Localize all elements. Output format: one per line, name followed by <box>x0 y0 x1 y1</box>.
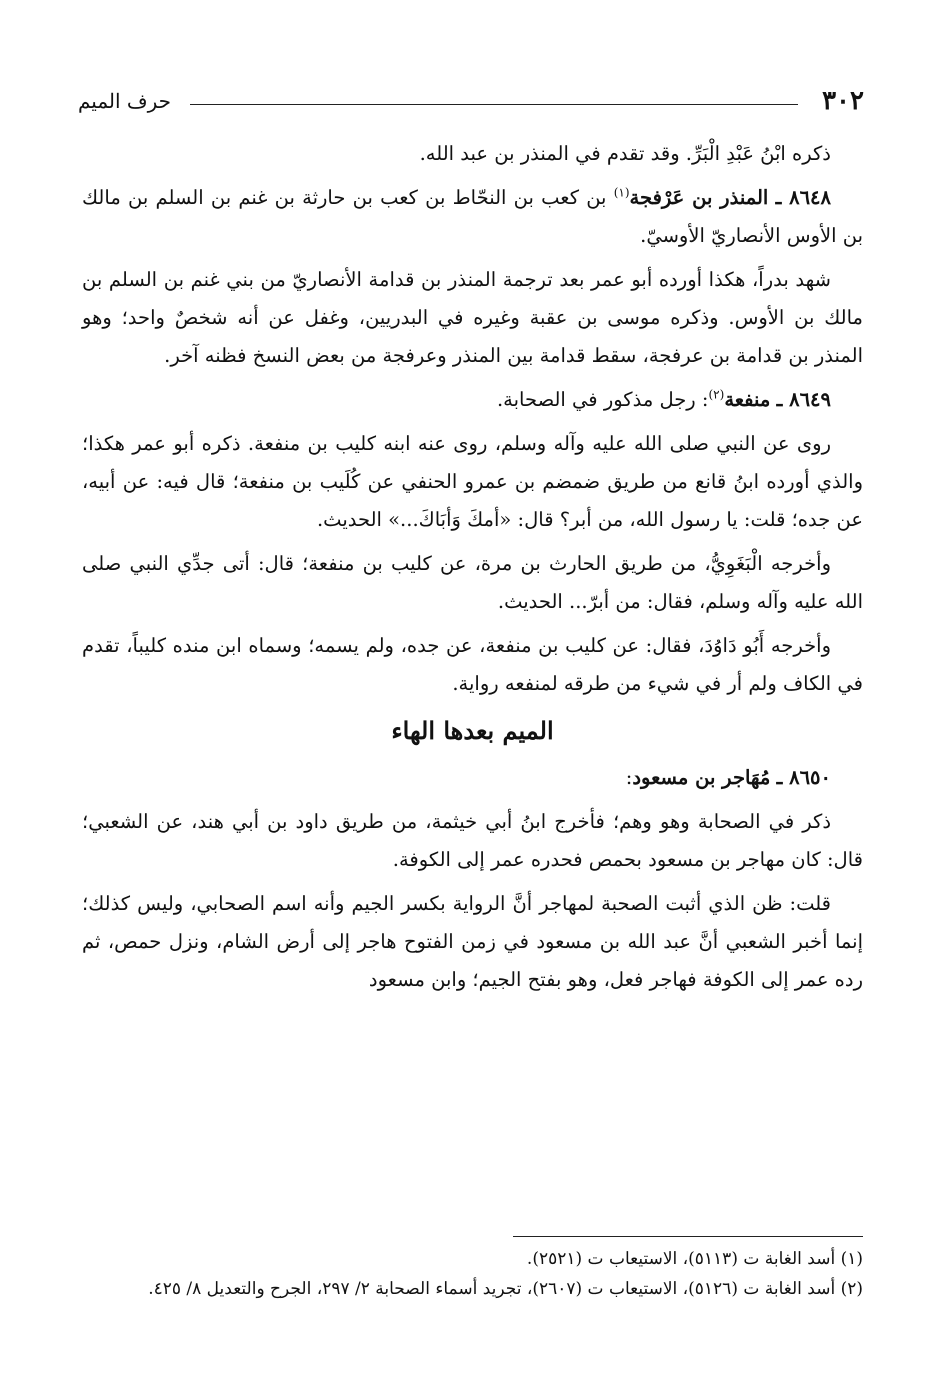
footnote-rule <box>513 1236 863 1237</box>
entry-8650 <box>82 759 863 797</box>
paragraph-7: وأخرجه أَبُو دَاوُدَ، فقال: عن كليب بن منفعة، عن جده، ولم يسمه؛ وسماه ابن منده كليباً، تقدم في الكاف ولم أر في شيء من طرقه لمنفعه رواية. <box>82 634 863 695</box>
footnote-2: (٢) أسد الغابة ت (٥١٢٦)، الاستيعاب ت (٢٦٠٧)، تجريد أسماء الصحابة ٢/ ٢٩٧، الجرح والتعديل ٨/ ٤٢٥. <box>148 1279 863 1299</box>
entry-text: : <box>625 766 633 789</box>
entry-name: مُهَاجر بن مسعود <box>632 766 771 789</box>
paragraph-9: ذكر في الصحابة وهو وهم؛ فأخرج ابنُ أبي خيثمة، من طريق داود بن أبي هند، عن الشعبي؛ قال: كان مهاجر بن مسعود بحمص فحدره عمر إلى الكوفة. <box>82 810 863 871</box>
header-rule <box>190 104 798 105</box>
paragraph-10: قلت: ظن الذي أثبت الصحبة لمهاجر أنَّ الرواية بكسر الجيم وأنه اسم الصحابي، وليس كذلك؛ إنما أخبر الشعبي أنَّ عبد الله بن مسعود في زمن الفتوح هاجر إلى أرض الشام، ونزل حمص، ثم رده عمر إلى الكوفة فهاجر فعل، وهو بفتح الجيم؛ وابن مسعود <box>82 892 863 991</box>
paragraph-1: ذكره ابْنُ عَبْدِ الْبَرِّ. وقد تقدم في المنذر بن عبد الله. <box>419 142 831 165</box>
footnote-marker: (١) <box>613 185 630 200</box>
entry-text: : رجل مذكور في الصحابة. <box>496 388 709 411</box>
entry-8648 <box>82 179 863 255</box>
footnotes <box>82 1244 863 1304</box>
paragraph-3: شهد بدراً، هكذا أورده أبو عمر بعد ترجمة المنذر بن قدامة الأنصاريّ من بني غنم بن السلم بن مالك بن الأوس. وذكره موسى بن عقبة وغيره في البدريين، وغفل عن أنه شخصٌ واحد؛ وهو المنذر بن قدامة بن عرفجة، سقط قدامة بين المنذر وعرفجة من بعض النسخ فظنه آخر. <box>82 268 863 367</box>
entry-8649 <box>82 381 863 419</box>
main-text <box>82 135 863 1005</box>
entry-number: ٨٦٤٨ ـ <box>775 186 831 209</box>
paragraph-6: وأخرجه الْبَغَوِيُّ، من طريق الحارث بن مرة، عن كليب بن منفعة؛ قال: أتى جدِّي النبي صلى الله عليه وآله وسلم، فقال: من أبرّ... الحديث. <box>82 552 863 613</box>
footnote-1: (١) أسد الغابة ت (٥١١٣)، الاستيعاب ت (٢٥٢١). <box>526 1249 863 1269</box>
paragraph-5: روى عن النبي صلى الله عليه وآله وسلم، روى عنه ابنه كليب بن منفعة. ذكره أبو عمر هكذا؛ والذي أورده ابنُ قانع من طريق ضمضم بن عمرو الحنفي عن كُلَيب بن منفعة؛ قال فيه: عن أبيه، عن جده؛ قلت: يا رسول الله، من أبر؟ قال: «أمكَ وَأبَاكَ...» الحديث. <box>82 432 863 531</box>
entry-text: بن كعب بن النحّاط بن كعب بن حارثة بن غنم بن السلم بن مالك بن الأوس الأنصاريّ الأوسيّ. <box>82 186 863 247</box>
footnote-marker: (٢) <box>708 387 725 402</box>
page-header <box>78 84 864 120</box>
entry-name: منفعة <box>724 388 771 411</box>
page-number: ٣٠٢ <box>822 86 864 116</box>
entry-number: ٨٦٤٩ ـ <box>776 388 831 411</box>
section-heading: الميم بعدها الهاء <box>391 716 554 745</box>
entry-number: ٨٦٥٠ ـ <box>776 766 831 789</box>
running-title: حرف الميم <box>78 89 172 113</box>
entry-name: المنذر بن عَرْفجة <box>629 186 769 209</box>
